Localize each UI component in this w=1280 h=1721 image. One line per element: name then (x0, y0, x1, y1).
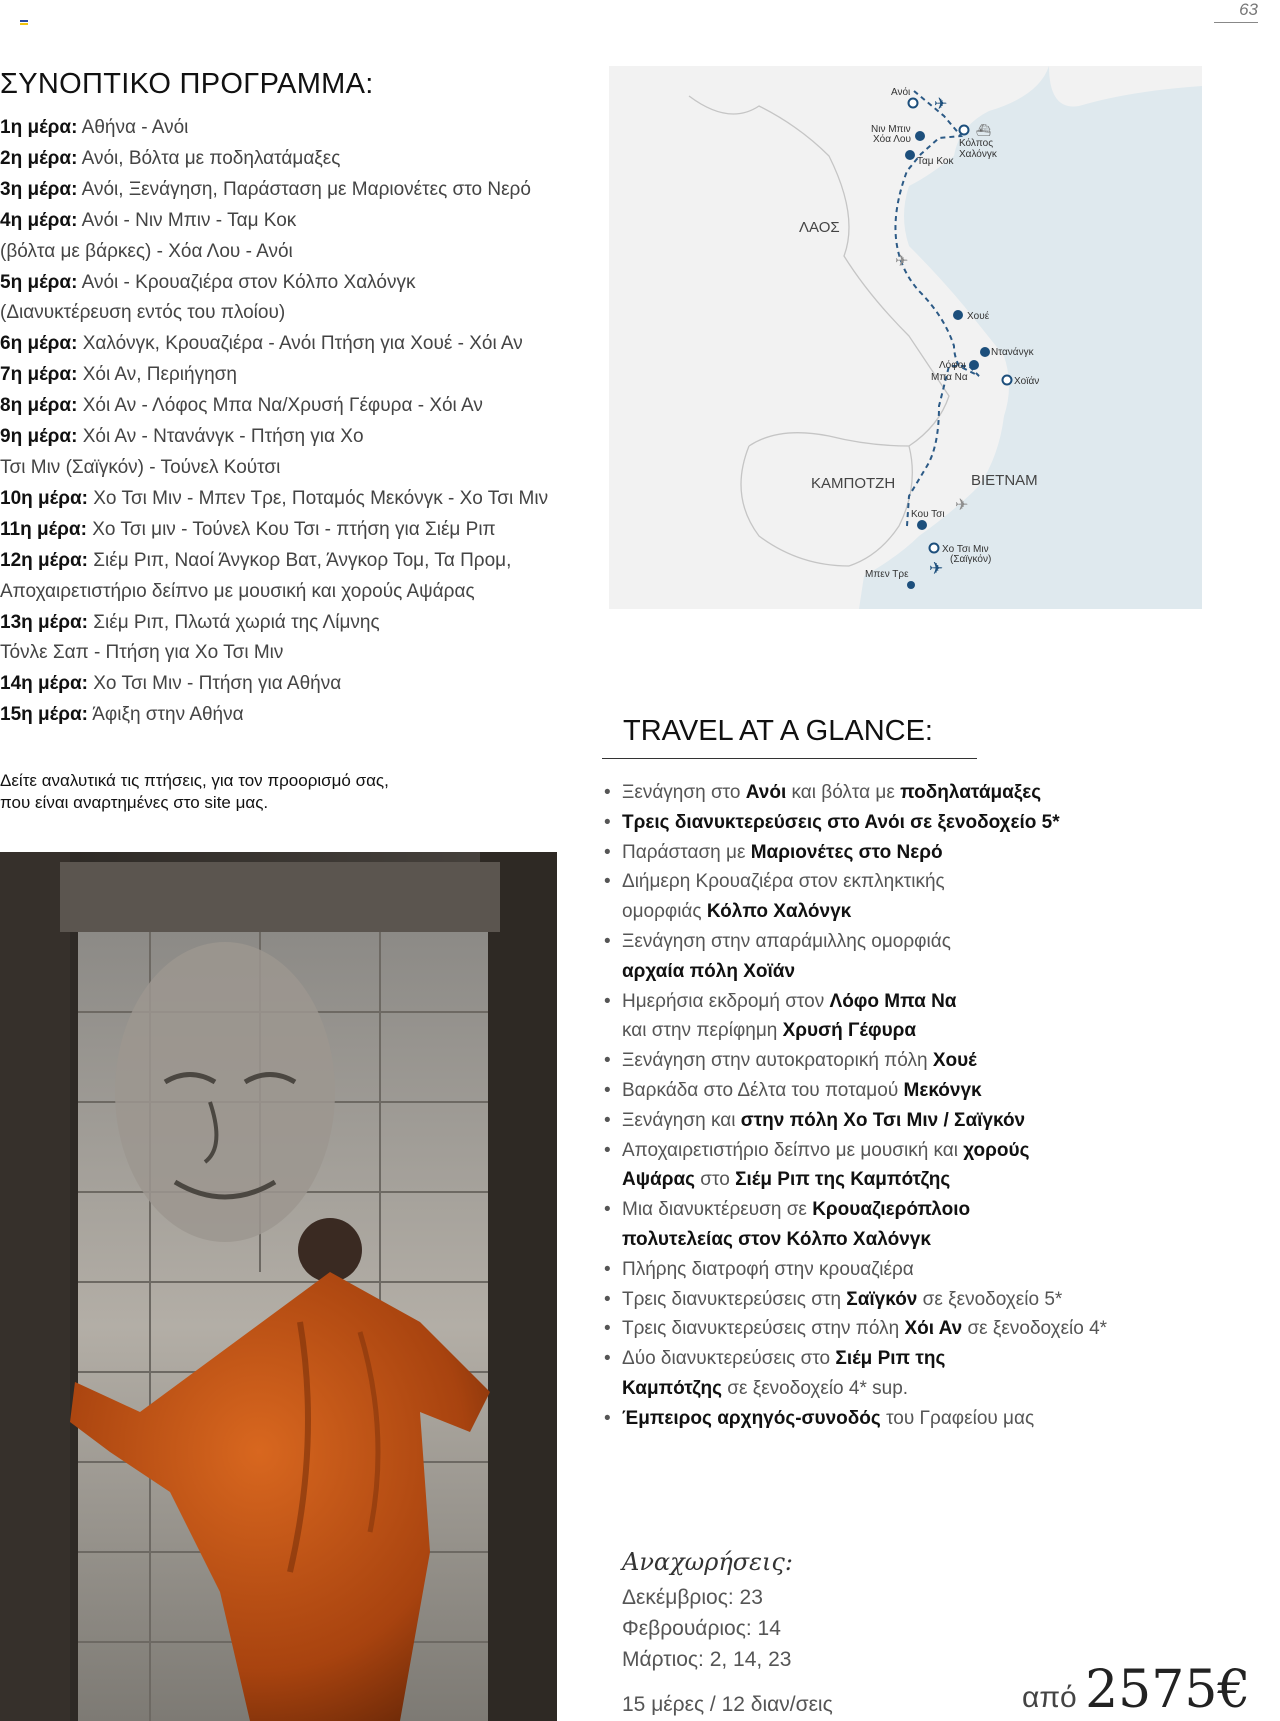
glance-item (602, 1285, 1272, 1315)
program-day-line (0, 422, 600, 453)
program-day-line (0, 700, 600, 731)
day-description: Ανόι, Ξενάγηση, Παράσταση με Μαριονέτες στο Νερό (77, 178, 531, 200)
program-day-line (0, 638, 600, 669)
price-prefix: από (1022, 1681, 1086, 1714)
vietnam-label: ΒΙΕΤΝΑΜ (971, 472, 1038, 489)
cuchi-marker (917, 520, 927, 530)
bentre-label: Μπεν Τρε (865, 569, 909, 580)
program-day-line (0, 546, 600, 577)
day-description: Αποχαιρετιστήριο δείπνο με μουσική και χορούς Αψάρας (0, 580, 475, 602)
day-label: 13η μέρα: (0, 611, 88, 633)
plane-icon: ✈ (895, 253, 909, 270)
hoa-lu-label: Χόα Λου (873, 134, 911, 145)
glance-highlight: στην πόλη Χο Τσι Μιν / Σαϊγκόν (740, 1109, 1026, 1131)
danang-marker (980, 347, 990, 357)
program-day-line (0, 298, 600, 329)
hcmc-label-2: (Σαϊγκόν) (950, 554, 992, 565)
day-description: Χο Τσι Μιν - Πτήση για Αθήνα (87, 673, 342, 695)
program-day-line (0, 268, 600, 299)
glance-title: TRAVEL AT A GLANCE: (623, 715, 933, 747)
halong-marker (960, 126, 969, 135)
day-description: Χο Τσι μιν - Τούνελ Κου Τσι - πτήση για Σιέμ Ριπ (86, 518, 496, 540)
program-day-line (0, 391, 600, 422)
day-description: Άφιξη στην Αθήνα (87, 704, 244, 726)
bentre-marker (907, 581, 915, 589)
glance-list (602, 778, 1272, 1434)
day-label: 6η μέρα: (0, 333, 78, 355)
glance-text: Μια διανυκτέρευση σε (622, 1199, 813, 1221)
program-list (0, 113, 600, 731)
day-label: 2η μέρα: (0, 147, 78, 169)
hanoi-label: Ανόι (891, 87, 911, 98)
bana-label-2: Μπα Να (931, 372, 968, 383)
glance-item (602, 838, 1272, 868)
route-map (609, 66, 1202, 609)
day-description: Ανόι - Νιν Μπιν - Ταμ Κοκ (77, 209, 297, 231)
glance-item (602, 1404, 1272, 1434)
ship-icon: ⛴ (976, 123, 992, 137)
program-day-line (0, 237, 600, 268)
glance-item (602, 1106, 1272, 1136)
laos-label: ΛΑΟΣ (799, 219, 840, 236)
tam-coc-marker (905, 150, 915, 160)
glance-text: και στην περίφημη (622, 1020, 783, 1042)
hcmc-label: Χο Τσι Μιν (942, 544, 989, 555)
ninh-binh-marker (915, 131, 925, 141)
bana-marker (969, 360, 979, 370)
program-day-line (0, 113, 600, 144)
day-label: 9η μέρα: (0, 426, 78, 448)
glance-text: Ξενάγηση στην αυτοκρατορική πόλη (622, 1050, 933, 1072)
glance-text: Βαρκάδα στο Δέλτα του ποταμού (622, 1079, 904, 1101)
day-description: (βόλτα με βάρκες) - Χόα Λου - Ανόι (0, 240, 293, 262)
program-day-line (0, 577, 600, 608)
hue-marker (953, 310, 963, 320)
program-day-line (0, 453, 600, 484)
glance-text: στο (695, 1169, 736, 1191)
glance-item (602, 927, 1272, 987)
glance-highlight: Καμπότζης (622, 1377, 722, 1399)
day-description: Χο Τσι Μιν - Μπεν Τρε, Ποταμός Μεκόνγκ - Χο Τσι Μιν (87, 487, 549, 509)
glance-highlight: ποδηλατάμαξες (900, 782, 1042, 803)
program-title: ΣΥΝΟΠΤΙΚΟ ΠΡΟΓΡΑΜΜΑ: (0, 68, 374, 100)
hoian-marker (1003, 376, 1012, 385)
program-day-line (0, 608, 600, 639)
day-description: Χαλόνγκ, Κρουαζιέρα - Ανόι Πτήση για Χουέ - Χόι Αν (77, 333, 523, 355)
price-value: 2575€ (1085, 1660, 1251, 1720)
glance-text: και βόλτα με (786, 782, 901, 803)
glance-highlight: Χρυσή Γέφυρα (782, 1020, 917, 1042)
glance-highlight: Κρουαζιερόπλοιο (812, 1199, 971, 1221)
glance-highlight: Κόλπο Χαλόνγκ (706, 901, 852, 923)
glance-text: σε ξενοδοχείο 5* (917, 1288, 1063, 1310)
glance-divider (602, 758, 977, 759)
plane-icon: ✈ (934, 96, 948, 113)
day-label: 15η μέρα: (0, 704, 88, 726)
program-day-line (0, 669, 600, 700)
program-day-line (0, 206, 600, 237)
day-label: 5η μέρα: (0, 271, 78, 293)
glance-text: Ημερήσια εκδρομή στον (622, 990, 830, 1012)
glance-text: Αποχαιρετιστήριο δείπνο με μουσική και (622, 1139, 964, 1161)
day-description: Χόι Αν, Περιήγηση (77, 364, 237, 386)
flights-note-line: που είναι αναρτημένες στο site μας. (0, 793, 269, 812)
glance-highlight: Μεκόνγκ (903, 1079, 982, 1101)
bana-label: Λόφοι (939, 360, 966, 371)
glance-item (602, 1046, 1272, 1076)
page-number: 63 (1214, 0, 1258, 23)
halong-label: Κόλπος (959, 138, 994, 149)
glance-item (602, 1076, 1272, 1106)
flag-icon (20, 20, 28, 27)
hcmc-marker (930, 544, 939, 553)
plane-icon: ✈ (955, 497, 969, 514)
departures-title: Αναχωρήσεις: (622, 1548, 793, 1576)
ninh-binh-label: Νιν Μπιν (871, 124, 911, 135)
day-description: Χόι Αν - Ντανάνγκ - Πτήση για Χο (77, 426, 364, 448)
day-label: 3η μέρα: (0, 178, 78, 200)
cuchi-label: Κου Τσι (911, 509, 945, 520)
glance-item (602, 1195, 1272, 1255)
glance-highlight: Ανόι (745, 782, 787, 803)
flights-note (0, 770, 520, 814)
day-label: 11η μέρα: (0, 518, 87, 540)
day-description: Ανόι, Βόλτα με ποδηλατάμαξες (77, 147, 341, 169)
day-label: 1η μέρα: (0, 117, 78, 138)
glance-highlight: αρχαία πόλη Χοϊάν (622, 960, 796, 982)
day-label: 14η μέρα: (0, 673, 88, 695)
glance-item (602, 1314, 1272, 1344)
tam-coc-label: Ταμ Κοκ (917, 156, 954, 167)
glance-text: σε ξενοδοχείο 4* sup. (721, 1377, 909, 1399)
plane-icon: ✈ (929, 559, 944, 578)
departure-date: Δεκέμβριος: 23 (622, 1586, 763, 1609)
glance-text: Ξενάγηση και (622, 1109, 741, 1131)
day-description: Τόνλε Σαπ - Πτήση για Χο Τσι Μιν (0, 642, 284, 664)
day-label: 4η μέρα: (0, 209, 78, 231)
day-description: (Διανυκτέρευση εντός του πλοίου) (0, 302, 286, 324)
program-day-line (0, 144, 600, 175)
day-label: 10η μέρα: (0, 487, 88, 509)
day-description: Σιέμ Ριπ, Ναοί Άνγκορ Βατ, Άνγκορ Τομ, Τα Προμ, (87, 549, 512, 571)
glance-text: σε ξενοδοχείο 4* (962, 1318, 1108, 1340)
glance-highlight: Τρεις διανυκτερεύσεις στο Ανόι σε ξενοδοχείο 5* (622, 811, 1060, 833)
trip-duration: 15 μέρες / 12 διαν/σεις (622, 1693, 833, 1716)
day-description: Σιέμ Ριπ, Πλωτά χωριά της Λίμνης (87, 611, 380, 633)
glance-highlight: Χόι Αν (904, 1318, 963, 1340)
hoian-label: Χοϊάν (1014, 376, 1040, 387)
glance-text: ομορφιάς (622, 901, 707, 923)
glance-item (602, 1255, 1272, 1285)
halong-label-2: Χαλόνγκ (959, 149, 997, 160)
glance-text: Ξενάγηση στο (622, 782, 746, 803)
glance-item (602, 808, 1272, 838)
glance-text: Δύο διανυκτερεύσεις στο (622, 1348, 836, 1370)
glance-text: Τρεις διανυκτερεύσεις στην πόλη (622, 1318, 905, 1340)
glance-highlight: Χουέ (932, 1050, 977, 1072)
departure-date: Μάρτιος: 2, 14, 23 (622, 1648, 792, 1671)
glance-item (602, 778, 1272, 808)
day-description: Ανόι - Κρουαζιέρα στον Κόλπο Χαλόνγκ (77, 271, 416, 293)
program-day-line (0, 329, 600, 360)
glance-text: Τρεις διανυκτερεύσεις στη (622, 1288, 847, 1310)
day-label: 12η μέρα: (0, 549, 88, 571)
glance-highlight: Έμπειρος αρχηγός-συνοδός (622, 1407, 881, 1429)
program-day-line (0, 360, 600, 391)
glance-highlight: Αψάρας (622, 1169, 696, 1191)
cambodia-label: ΚΑΜΠΟΤΖΗ (811, 475, 896, 492)
glance-highlight: Σαϊγκόν (846, 1288, 918, 1310)
program-day-line (0, 484, 600, 515)
glance-item (602, 1136, 1272, 1196)
danang-label: Ντανάνγκ (991, 347, 1034, 358)
hanoi-marker (909, 99, 918, 108)
glance-highlight: Λόφο Μπα Να (829, 990, 957, 1012)
program-day-line (0, 175, 600, 206)
glance-item (602, 987, 1272, 1047)
departures (622, 1548, 942, 1675)
glance-highlight: Σιέμ Ριπ της (835, 1348, 946, 1370)
glance-text: Ξενάγηση στην απαράμιλλης ομορφιάς (622, 930, 951, 952)
glance-highlight: πολυτελείας στον Κόλπο Χαλόνγκ (622, 1228, 931, 1250)
price (1022, 1660, 1250, 1720)
hue-label: Χουέ (967, 311, 990, 322)
day-label: 8η μέρα: (0, 395, 78, 417)
departure-date: Φεβρουάριος: 14 (622, 1617, 781, 1640)
glance-highlight: Σιέμ Ριπ της Καμπότζης (735, 1169, 951, 1191)
day-description: Αθήνα - Ανόι (77, 117, 189, 138)
glance-text: Διήμερη Κρουαζιέρα στον εκπληκτικής (622, 871, 945, 893)
glance-item (602, 867, 1272, 927)
glance-text: του Γραφείου μας (880, 1407, 1035, 1429)
glance-item (602, 1344, 1272, 1404)
program-day-line (0, 515, 600, 546)
glance-text: Πλήρης διατροφή στην κρουαζιέρα (622, 1258, 914, 1280)
program-section (0, 68, 600, 731)
day-label: 7η μέρα: (0, 364, 78, 386)
glance-text: Παράσταση με (622, 841, 751, 863)
glance-highlight: Μαριονέτες στο Νερό (750, 841, 943, 863)
monk-temple-photo (0, 852, 557, 1721)
day-description: Χόι Αν - Λόφος Μπα Να/Χρυσή Γέφυρα - Χόι Αν (77, 395, 483, 417)
glance-highlight: χορούς (963, 1139, 1030, 1161)
day-description: Τσι Μιν (Σαϊγκόν) - Τούνελ Κούτσι (0, 456, 281, 478)
flights-note-line: Δείτε αναλυτικά τις πτήσεις, για τον προορισμό σας, (0, 771, 389, 790)
